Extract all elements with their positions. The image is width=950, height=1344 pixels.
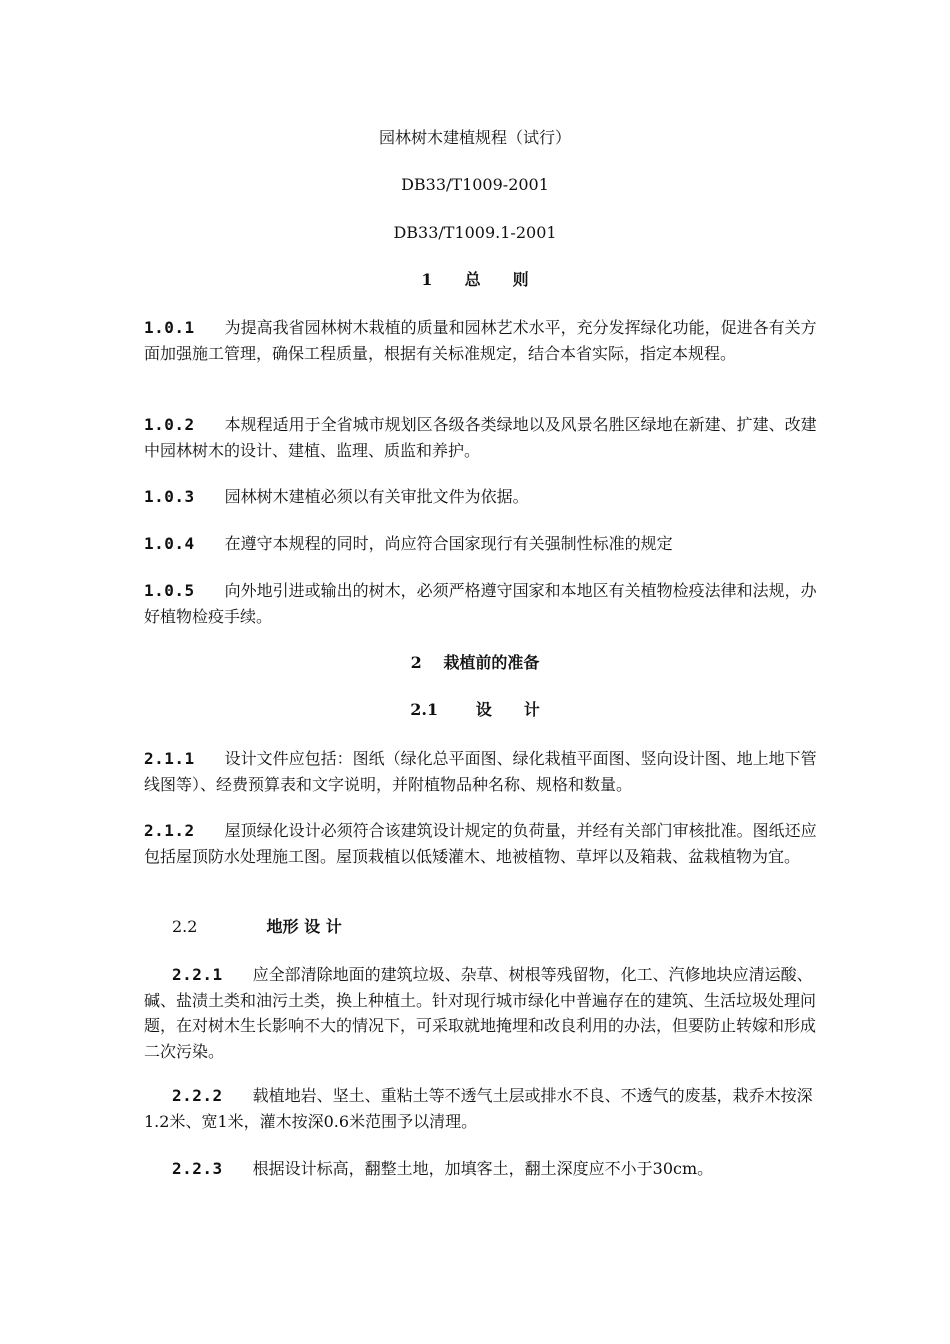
clause-2-2-1	[144, 962, 824, 1064]
clause-2-1-2	[144, 818, 824, 869]
clause-text: 园林树木建植必须以有关审批文件为依据。	[224, 487, 529, 506]
standard-code-2: DB33/T1009.1-2001	[393, 223, 557, 242]
section-title: 总 则	[464, 270, 529, 289]
clause-1-0-1	[144, 315, 824, 366]
clause-number: 2.2.2	[172, 1086, 223, 1105]
clause-number: 1.0.4	[144, 534, 195, 553]
clause-text: 应全部清除地面的建筑垃圾、杂草、树根等残留物，化工、汽修地块应清运酸、碱、盐渍土类和油污土类，换上种植土。针对现行城市绿化中普遍存在的建筑、生活垃圾处理问题，在对树木生长影响不大的情况下，可采取就地掩埋和改良利用的办法，但要防止转嫁和形成二次污染。	[144, 965, 817, 1061]
clause-text: 在遵守本规程的同时，尚应符合国家现行有关强制性标准的规定	[224, 534, 673, 553]
clause-2-1-1	[144, 746, 824, 797]
clause-text: 本规程适用于全省城市规划区各级各类绿地以及风景名胜区绿地在新建、扩建、改建中园林树木的设计、建植、监理、质监和养护。	[144, 415, 817, 460]
section-number: 2.1	[410, 700, 439, 719]
clause-number: 1.0.3	[144, 487, 195, 506]
section-number: 2	[410, 653, 422, 672]
clause-2-2-2	[144, 1083, 824, 1134]
clause-1-0-5	[144, 578, 824, 629]
clause-1-0-2	[144, 412, 824, 463]
clause-number: 2.1.2	[144, 821, 195, 840]
clause-number: 1.0.1	[144, 318, 195, 337]
clause-text: 根据设计标高，翻整土地，加填客土，翻土深度应不小于30cm。	[252, 1159, 714, 1178]
clause-text: 向外地引进或输出的树木，必须严格遵守国家和本地区有关植物检疫法律和法规，办好植物检疫手续。	[144, 581, 817, 626]
clause-number: 2.2.1	[172, 965, 223, 984]
clause-1-0-3	[144, 484, 824, 510]
clause-number: 2.2.3	[172, 1159, 223, 1178]
clause-text: 屋顶绿化设计必须符合该建筑设计规定的负荷量，并经有关部门审核批准。图纸还应包括屋顶防水处理施工图。屋顶栽植以低矮灌木、地被植物、草坪以及箱栽、盆栽植物为宜。	[144, 821, 817, 866]
section-1-heading	[0, 268, 950, 292]
document-title: 园林树木建植规程（试行）	[378, 128, 571, 147]
clause-2-2-3	[144, 1156, 824, 1182]
clause-number: 2.1.1	[144, 749, 195, 768]
section-2-1-heading	[0, 698, 950, 722]
section-number: 2.2	[172, 917, 198, 936]
section-title: 栽植前的准备	[443, 653, 540, 672]
clause-text: 设计文件应包括：图纸（绿化总平面图、绿化栽植平面图、竖向设计图、地上地下管线图等）、经费预算表和文字说明，并附植物品种名称、规格和数量。	[144, 749, 817, 794]
section-number: 1	[421, 270, 433, 289]
clause-number: 1.0.5	[144, 581, 195, 600]
section-2-heading	[0, 651, 950, 675]
clause-text: 载植地岩、坚土、重粘土等不透气土层或排水不良、不透气的废基，栽乔木按深1.2米、宽1米，灌木按深0.6米范围予以清理。	[144, 1086, 813, 1131]
section-title: 地形 设 计	[266, 917, 342, 936]
standard-code-1: DB33/T1009-2001	[401, 175, 549, 194]
clause-1-0-4	[144, 531, 824, 557]
section-2-2-heading	[172, 915, 342, 939]
clause-text: 为提高我省园林树木栽植的质量和园林艺术水平，充分发挥绿化功能，促进各有关方面加强施工管理，确保工程质量，根据有关标准规定，结合本省实际，指定本规程。	[144, 318, 817, 363]
clause-number: 1.0.2	[144, 415, 195, 434]
section-title: 设 计	[475, 700, 540, 719]
